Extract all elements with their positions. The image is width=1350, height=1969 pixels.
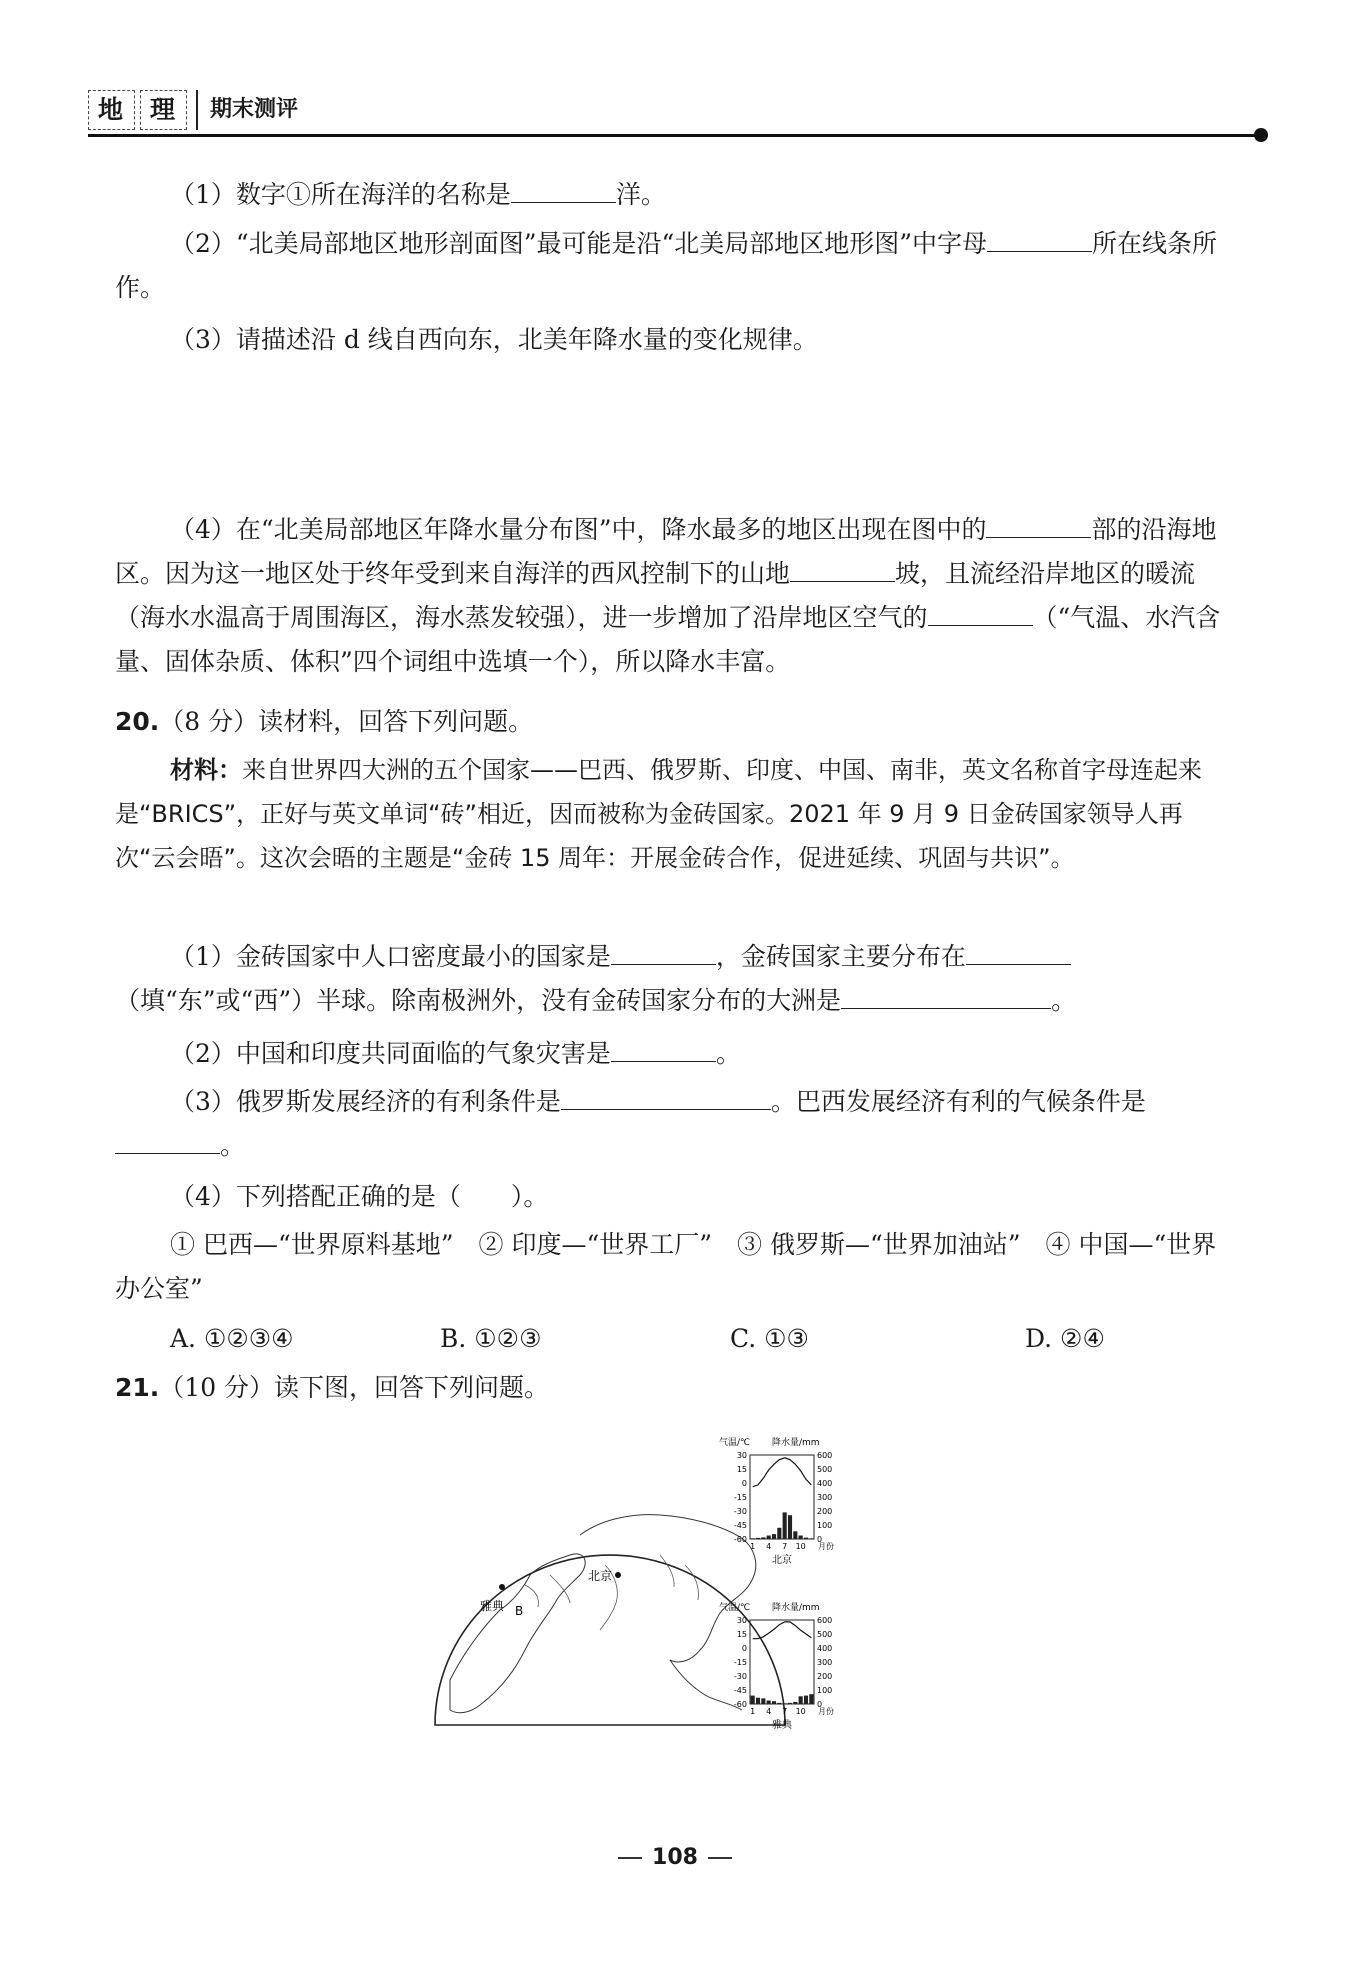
month-unit-label: 月份 [818,1707,834,1716]
q19-part4: （4）在“北美局部地区年降水量分布图”中，降水最多的地区出现在图中的 部的沿海地区。因为这一地区处于终年受到来自海洋的西风控制下的山地 坡，且流经沿岸地区的暖流（海水水温高于周围海区，海水蒸发较强），进一步增加了沿岸地区空气的 （“气温、水汽含量、固体杂质、体积”四个词组中选填一个），所以降水丰富。 [115,508,1240,684]
temp-tick-label: -15 [733,1493,747,1502]
answer-blank[interactable] [611,1033,716,1062]
precip-tick-label: 500 [817,1630,833,1639]
precip-tick-label: 400 [817,1479,833,1488]
precip-bar [804,1538,808,1539]
answer-blank[interactable] [561,1081,771,1110]
month-tick-label: 10 [795,1542,806,1551]
precip-axis-label: 降水量/mm [772,1438,820,1448]
precip-tick-label: 200 [817,1507,833,1516]
temp-tick-label: 0 [741,1479,747,1488]
q20-part1: （1）金砖国家中人口密度最小的国家是 ，金砖国家主要分布在（填“东”或“西”）半球。除南极洲外，没有金砖国家分布的大洲是 。 [115,935,1240,1023]
answer-blank[interactable] [790,553,895,582]
athens-point [499,1584,505,1590]
precip-bar [761,1537,765,1539]
subject-label: 地 [88,90,135,130]
temp-tick-label: 30 [736,1616,747,1625]
temp-tick-label: 0 [741,1644,747,1653]
temp-tick-label: -60 [733,1535,747,1544]
precip-bar [783,1703,787,1704]
month-unit-label: 月份 [818,1542,834,1551]
map-label-beijing: 北京 [588,1569,613,1583]
q20-part4-items: ① 巴西—“世界原料基地” ② 印度—“世界工厂” ③ 俄罗斯—“世界加油站” ④ 中国—“世界办公室” [115,1230,1217,1303]
answer-blank[interactable] [966,936,1071,965]
q20-options [115,1317,1240,1361]
temperature-line [753,1458,812,1487]
month-tick-label: 1 [750,1707,756,1716]
precip-bar [756,1698,760,1704]
temp-axis-label: 气温/℃ [719,1603,751,1613]
temp-tick-label: -30 [733,1507,747,1516]
month-tick-label: 7 [782,1542,788,1551]
precip-bar [772,1701,776,1704]
month-tick-label: 4 [766,1707,772,1716]
precip-tick-label: 600 [817,1451,833,1460]
header-separator [196,90,198,130]
q20-stem: 20.（8 分）读材料，回答下列问题。 [115,707,534,736]
answer-blank[interactable] [511,174,616,203]
temp-tick-label: -30 [733,1672,747,1681]
precip-bar [804,1696,808,1704]
map-label-athens: 雅典 [480,1599,505,1613]
precip-tick-label: 0 [817,1535,823,1544]
answer-blank[interactable] [987,223,1092,252]
header-title: 期末测评 [210,97,299,122]
temp-tick-label: -15 [733,1658,747,1667]
precip-bar [751,1696,755,1704]
page-number: 108 [600,1845,750,1870]
hemisphere-map [435,1515,788,1725]
temp-tick-label: -45 [733,1686,747,1695]
answer-blank[interactable] [928,597,1033,626]
temp-tick-label: 30 [736,1451,747,1460]
precip-bar [788,1703,792,1704]
precip-tick-label: 100 [817,1521,833,1530]
header-rule-dot [1254,128,1268,142]
q20-part3: （3）俄罗斯发展经济的有利条件是 。巴西发展经济有利的气候条件是。 [115,1080,1240,1168]
subject-label-2: 理 [140,90,187,130]
precip-tick-label: 300 [817,1493,833,1502]
precip-bar [777,1703,781,1704]
page-header [88,90,1268,140]
q21-figure [430,1425,930,1785]
temp-axis-label: 气温/℃ [719,1438,751,1448]
chart-title: 雅典 [772,1720,792,1731]
climate-chart-beijing [719,1436,834,1566]
precip-bar [756,1538,760,1539]
month-tick-label: 4 [766,1542,772,1551]
precip-bar [751,1538,755,1539]
q19-part3: （3）请描述沿 d 线自西向东，北美年降水量的变化规律。 [170,325,818,354]
option-b[interactable]: B. ①②③ [440,1324,542,1353]
beijing-point [615,1572,621,1578]
chart-title: 北京 [772,1555,792,1566]
precip-bar [793,1531,797,1539]
option-c[interactable]: C. ①③ [730,1324,809,1353]
precip-bar [809,1538,813,1539]
temperature-line [753,1622,812,1639]
month-tick-label: 1 [750,1542,756,1551]
answer-blank[interactable] [841,980,1051,1009]
month-tick-label: 10 [795,1707,806,1716]
precip-bar [767,1536,771,1540]
precip-bar [793,1702,797,1704]
precip-tick-label: 100 [817,1686,833,1695]
precip-bar [788,1515,792,1539]
precip-bar [767,1701,771,1705]
precip-bar [772,1534,776,1539]
precip-bar [761,1698,765,1704]
temp-tick-label: -45 [733,1521,747,1530]
header-rule [88,134,1256,137]
precip-bar [783,1512,787,1539]
temp-tick-label: 15 [736,1465,747,1474]
option-d[interactable]: D. ②④ [1025,1324,1105,1353]
answer-blank[interactable] [986,509,1091,538]
answer-blank[interactable] [611,936,716,965]
precip-bar [809,1694,813,1704]
map-label-b: B [515,1604,524,1618]
q20-part4: （4）下列搭配正确的是（ ）。 [170,1182,549,1211]
precip-tick-label: 0 [817,1700,823,1709]
month-tick-label: 7 [782,1707,788,1716]
temp-tick-label: 15 [736,1630,747,1639]
q19-part2: （2）“北美局部地区地形剖面图”最可能是沿“北美局部地区地形图”中字母 所在线条所作。 [115,222,1240,310]
q20-part2: （2）中国和印度共同面临的气象灾害是 。 [115,1032,1240,1076]
precip-tick-label: 500 [817,1465,833,1474]
precip-bar [799,1696,803,1704]
q19-part1: （1）数字①所在海洋的名称是 洋。 [115,173,1240,217]
option-a[interactable]: A. ①②③④ [170,1324,294,1353]
plot-frame [750,1455,814,1539]
precip-tick-label: 200 [817,1672,833,1681]
precip-tick-label: 400 [817,1644,833,1653]
precip-tick-label: 600 [817,1616,833,1625]
q20-material: 材料：来自世界四大洲的五个国家——巴西、俄罗斯、印度、中国、南非，英文名称首字母连起来是“BRICS”，正好与英文单词“砖”相近，因而被称为金砖国家。2021 年 9 月 9 日金砖国家领导人再次“云会晤”。这次会晤的主题是“金砖 15 周年：开展金砖合作，促进延续、巩固与共识”。 [115,756,1202,872]
answer-blank[interactable] [115,1125,220,1154]
precip-axis-label: 降水量/mm [772,1603,820,1613]
precip-bar [777,1528,781,1539]
precip-tick-label: 300 [817,1658,833,1667]
precip-bar [799,1536,803,1540]
q21-stem: 21.（10 分）读下图，回答下列问题。 [115,1373,550,1402]
temp-tick-label: -60 [733,1700,747,1709]
